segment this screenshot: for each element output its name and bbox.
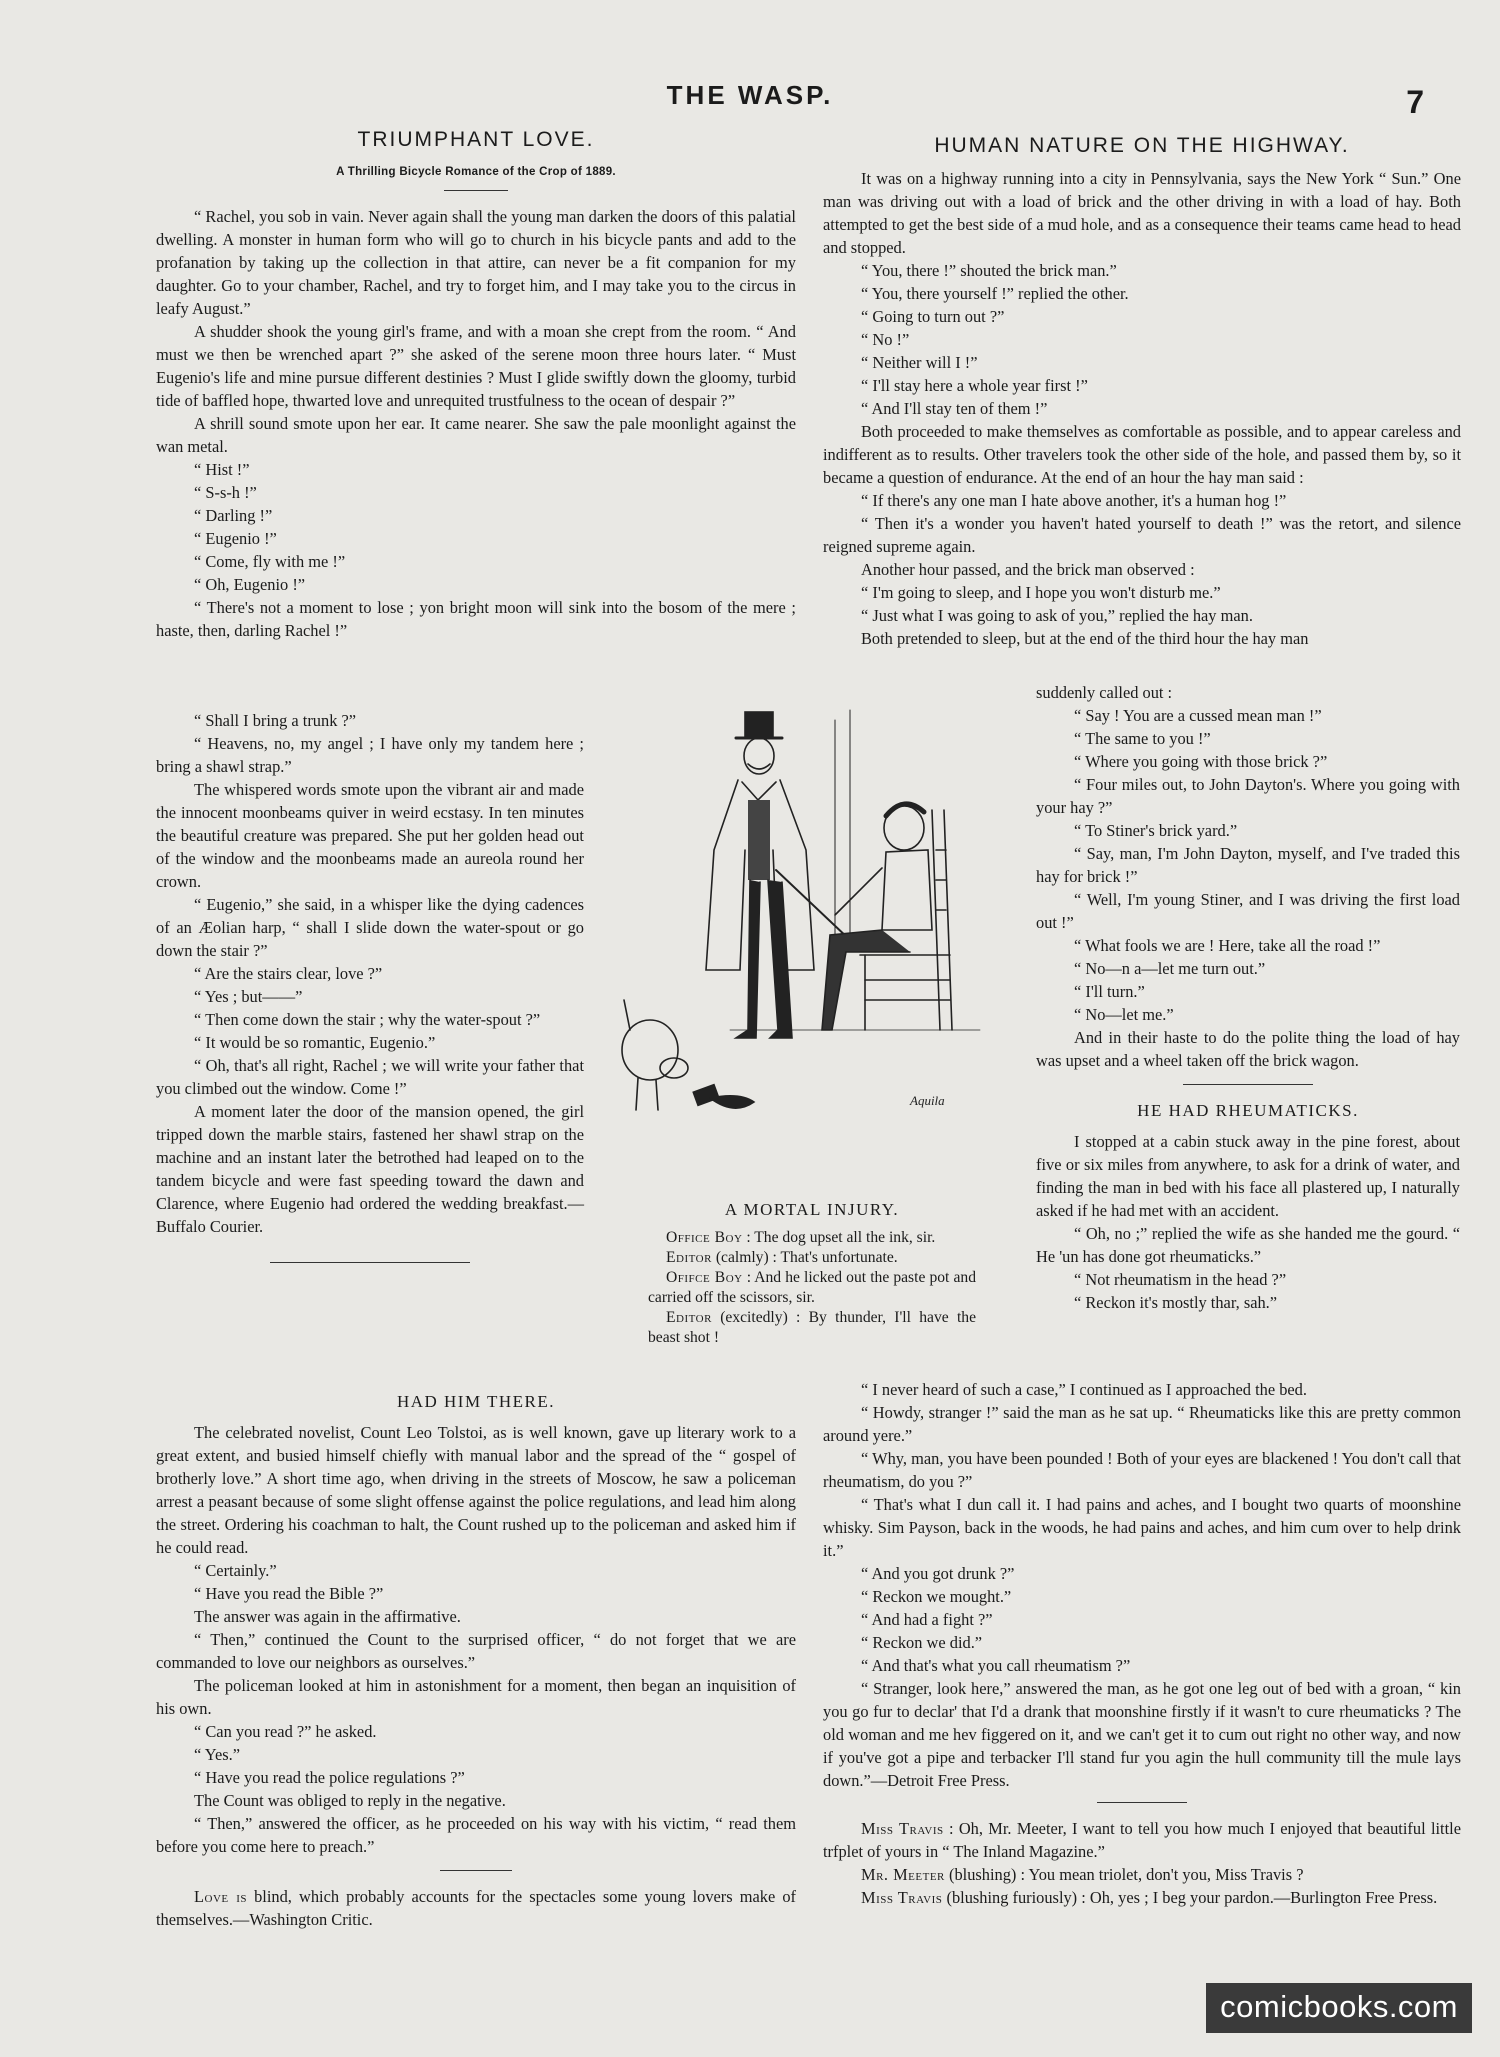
line-text: : The dog upset all the ink, sir.	[746, 1229, 936, 1246]
dialogue-line	[823, 1817, 1461, 1863]
line-text: (excitedly) : By thunder, I'll have the beast shot !	[648, 1309, 976, 1346]
paragraph: “ Eugenio,” she said, in a whisper like the dying cadences of an Æolian harp, “ shall I slide down the water-spout or go down the stair ?”	[156, 895, 584, 960]
paragraph: “ Then come down the stair ; why the water-spout ?”	[194, 1010, 541, 1029]
dialogue-line: “ Say ! You are a cussed mean man !”	[1074, 706, 1322, 725]
dialogue-line	[648, 1308, 976, 1348]
dialogue-line: “ Eugenio !”	[194, 529, 277, 548]
mortal-injury-caption	[648, 1194, 976, 1348]
dialogue-line: “ Reckon we mought.”	[861, 1587, 1012, 1606]
dialogue-line: The answer was again in the affirmative.	[194, 1607, 461, 1626]
dialogue-line: “ Yes.”	[194, 1745, 240, 1764]
dialogue-line: “ Have you read the Bible ?”	[194, 1584, 384, 1603]
dialogue-line: “ Certainly.”	[194, 1561, 277, 1580]
line-text: (calmly) : That's unfortunate.	[715, 1249, 898, 1266]
speaker: Office Boy	[666, 1229, 743, 1246]
paragraph: “ Rachel, you sob in vain. Never again shall the young man darken the doors of this palatial dwelling. A monster in human form who will go to church in his bicycle pants and add to the profanation by taking up the collection in that attire, can never be a fit companion for my daughter. Go to your chamber, Rachel, and try to forget him, and I may take you to the circus in leafy August.”	[156, 207, 796, 318]
divider	[440, 1870, 512, 1871]
highway-title: HUMAN NATURE ON THE HIGHWAY.	[934, 134, 1350, 157]
paragraph: A moment later the door of the mansion opened, the girl tripped down the marble stairs, fastened her shawl strap on the machine and an instant later the betrothed had leaped on to the tandem bicycle and were fast speeding toward the dawn and Clarence, where Eugenio had ordered the wedding breakfast.—Buffalo Courier.	[156, 1102, 584, 1236]
paragraph: “ That's what I dun call it. I had pains and aches, and I bought two quarts of moonshine whisky. Sim Payson, back in the woods, he had pains and aches, and him cum over to help drink it.”	[823, 1495, 1461, 1560]
triumphant-love-continued	[156, 709, 584, 1277]
dialogue-line: “ Well, I'm young Stiner, and I was driving the first load out !”	[1036, 890, 1460, 932]
dialogue-line: “ Are the stairs clear, love ?”	[194, 964, 383, 983]
rheumaticks-continued	[823, 1378, 1461, 1909]
dialogue-line	[823, 1863, 1461, 1886]
dialogue-line: “ S-s-h !”	[194, 483, 257, 502]
paragraph: Both pretended to sleep, but at the end of the third hour the hay man	[861, 629, 1309, 648]
dialogue-line	[648, 1228, 976, 1248]
line-text: (blushing) : You mean triolet, don't you, Miss Travis ?	[949, 1865, 1304, 1884]
highway-article	[823, 134, 1461, 650]
paragraph: It was on a highway running into a city in Pennsylvania, says the New York “ Sun.” One man was driving out with a load of brick and the other driving in with a load of hay. Both attempted to get the best side of a mud hole, and as a consequence their teams came head to head and stopped.	[823, 169, 1461, 257]
paragraph: “ Howdy, stranger !” said the man as he sat up. “ Rheumaticks like this are pretty common around yere.”	[823, 1403, 1461, 1445]
dialogue-line	[648, 1248, 976, 1268]
paragraph: “ Then,” continued the Count to the surprised officer, “ do not forget that we are commanded to love our neighbors as ourselves.”	[156, 1630, 796, 1672]
dialogue-line: “ Oh, Eugenio !”	[194, 575, 306, 594]
paragraph: “ Stranger, look here,” answered the man, as he got one leg out of bed with a groan, “ kin you go fur to declar' that I'd a drank that moonshine firstly if it wasn't to cure rheumaticks ? The old woman and me hev figgered on it, and we can't get it to cum out right no other way, and now if you've got a pipe and terbacker I'll stand fur you agin the hull community till the mule lays down.”—Detroit Free Press.	[823, 1679, 1461, 1790]
divider	[1183, 1084, 1313, 1085]
dialogue-line: “ Hist !”	[194, 460, 250, 479]
dialogue-line: “ And had a fight ?”	[861, 1610, 993, 1629]
speaker: Editor	[666, 1309, 712, 1326]
rheumaticks-title: HE HAD RHEUMATICKS.	[1137, 1101, 1359, 1120]
paragraph: “ Why, man, you have been pounded ! Both of your eyes are blackened ! You don't call that rheumatism, do you ?”	[823, 1449, 1461, 1491]
speaker: Ofifce Boy	[666, 1269, 743, 1286]
dialogue-line: “ Reckon it's mostly thar, sah.”	[1074, 1293, 1278, 1312]
highway-continued	[1036, 681, 1460, 1314]
illustration-editor-and-dog	[610, 700, 1000, 1180]
paragraph: Another hour passed, and the brick man observed :	[861, 560, 1195, 579]
paragraph: The celebrated novelist, Count Leo Tolstoi, as is well known, gave up literary work to a great extent, and busied himself chiefly with manual labor and the spread of the “ gospel of brotherly love.” A short time ago, when driving in the streets of Moscow, he saw a policeman arrest a peasant because of some slight offense against the police regulations, and lead him along the street. Ordering his coachman to halt, the Count rushed up to the policeman and asked him if he could read.	[156, 1423, 796, 1557]
line-text: (blushing furiously) : Oh, yes ; I beg your pardon.—Burlington Free Press.	[946, 1888, 1438, 1907]
line-text: : And he licked out the paste pot and carried off the scissors, sir.	[648, 1269, 976, 1306]
paragraph: And in their haste to do the polite thing the load of hay was upset and a wheel taken off the brick wagon.	[1036, 1028, 1460, 1070]
paragraph: “ Then,” answered the officer, as he proceeded on his way with his victim, “ read them before you come here to preach.”	[156, 1814, 796, 1856]
dialogue-line: “ Just what I was going to ask of you,” replied the hay man.	[861, 606, 1253, 625]
dialogue-line: “ Going to turn out ?”	[861, 307, 1005, 326]
speaker: Editor	[666, 1249, 712, 1266]
dialogue-line: “ No—n a—let me turn out.”	[1074, 959, 1266, 978]
dialogue-line: “ What fools we are ! Here, take all the road !”	[1074, 936, 1381, 955]
dialogue-line: “ You, there !” shouted the brick man.”	[861, 261, 1117, 280]
dialogue-line: “ Can you read ?” he asked.	[194, 1722, 377, 1741]
dialogue-line: “ And I'll stay ten of them !”	[861, 399, 1048, 418]
dialogue-line	[823, 1886, 1461, 1909]
paragraph: A shrill sound smote upon her ear. It came nearer. She saw the pale moonlight against the wan metal.	[156, 414, 796, 456]
lead-words: Love is	[194, 1887, 247, 1906]
paragraph: “ If there's any one man I hate above another, it's a human hog !”	[861, 491, 1287, 510]
speaker: Miss Travis	[861, 1888, 943, 1907]
paragraph: “ Oh, that's all right, Rachel ; we will write your father that you climbed out the window. Come !”	[156, 1056, 584, 1098]
dialogue-line: “ Have you read the police regulations ?”	[194, 1768, 465, 1787]
had-him-there-article	[156, 1384, 796, 1931]
dialogue-line: “ Reckon we did.”	[861, 1633, 983, 1652]
paragraph: I stopped at a cabin stuck away in the pine forest, about five or six miles from anywhere, to ask for a drink of water, and finding the man in bed with his face all plastered up, I naturally asked if he had met with an accident.	[1036, 1132, 1460, 1220]
mortal-injury-title: A MORTAL INJURY.	[724, 1200, 900, 1219]
dialogue-line: “ You, there yourself !” replied the other.	[861, 284, 1129, 303]
dialogue-line: “ I never heard of such a case,” I continued as I approached the bed.	[861, 1380, 1307, 1399]
love-is-blind-item	[156, 1885, 796, 1931]
paragraph: Both proceeded to make themselves as comfortable as possible, and to appear careless and indifferent as to results. Other travelers took the other side of the hole, and passed them by, so it became a question of endurance. At the end of an hour the hay man said :	[823, 422, 1461, 487]
paragraph: A shudder shook the young girl's frame, and with a moan she crept from the room. “ And must we then be wrenched apart ?” she asked of the serene moon three hours later. “ Must Eugenio's life and mine pursue different destinies ? Must I glide swiftly down the gloomy, turbid tide of baffled hope, thwarted love and unrequited trustfulness to the ocean of despair ?”	[156, 322, 796, 410]
dialogue-line: “ I'll stay here a whole year first !”	[861, 376, 1088, 395]
paragraph: “ Then it's a wonder you haven't hated yourself to death !” was the retort, and silence reigned supreme again.	[823, 514, 1461, 556]
speaker: Mr. Meeter	[861, 1865, 945, 1884]
dialogue-line: “ I'll turn.”	[1074, 982, 1145, 1001]
paragraph: “ Oh, no ;” replied the wife as she handed me the gourd. “ He 'un has done got rheumaticks.”	[1036, 1224, 1460, 1266]
page-number: 7	[1406, 84, 1424, 120]
paragraph: suddenly called out :	[1036, 683, 1173, 702]
dialogue-line: “ The same to you !”	[1074, 729, 1211, 748]
dialogue-line: “ To Stiner's brick yard.”	[1074, 821, 1238, 840]
dialogue-line: “ Four miles out, to John Dayton's. Where you going with your hay ?”	[1036, 775, 1460, 817]
dialogue-line: “ No—let me.”	[1074, 1005, 1174, 1024]
triumphant-love-subtitle: A Thrilling Bicycle Romance of the Crop of 1889.	[336, 166, 616, 178]
artist-signature: Aquila	[910, 1093, 945, 1108]
dialogue-line: “ Say, man, I'm John Dayton, myself, and I've traded this hay for brick !”	[1036, 844, 1460, 886]
divider	[1097, 1802, 1187, 1803]
paragraph: The policeman looked at him in astonishment for a moment, then began an inquisition of his own.	[156, 1676, 796, 1718]
site-watermark: comicbooks.com	[1206, 1983, 1472, 2033]
dialogue-line	[648, 1268, 976, 1308]
speaker: Miss Travis	[861, 1819, 944, 1838]
dialogue-line: “ Where you going with those brick ?”	[1074, 752, 1328, 771]
dialogue-line: “ Yes ; but——”	[194, 987, 303, 1006]
line-text: : Oh, Mr. Meeter, I want to tell you how much I enjoyed that beautiful little trfplet of yours in “ The Inland Magazine.”	[823, 1819, 1461, 1861]
dialogue-line: “ Shall I bring a trunk ?”	[194, 711, 357, 730]
dialogue-line: “ It would be so romantic, Eugenio.”	[194, 1033, 436, 1052]
triumphant-love-article	[156, 128, 796, 642]
divider	[270, 1262, 470, 1263]
paragraph: “ There's not a moment to lose ; yon bright moon will sink into the bosom of the mere ; haste, then, darling Rachel !”	[156, 598, 796, 640]
dialogue-line: “ No !”	[861, 330, 910, 349]
triumphant-love-title: TRIUMPHANT LOVE.	[357, 128, 595, 151]
dialogue-line: “ Neither will I !”	[861, 353, 978, 372]
paragraph: “ Heavens, no, my angel ; I have only my tandem here ; bring a shawl strap.”	[156, 734, 584, 776]
dialogue-line: “ Not rheumatism in the head ?”	[1074, 1270, 1287, 1289]
dialogue-line: “ And that's what you call rheumatism ?”	[861, 1656, 1131, 1675]
masthead: THE WASP.	[666, 80, 834, 110]
divider	[444, 190, 508, 191]
had-him-there-title: HAD HIM THERE.	[396, 1392, 556, 1411]
item-text: blind, which probably accounts for the spectacles some young lovers make of themselves.—Washington Critic.	[156, 1887, 796, 1929]
dialogue-line: “ I'm going to sleep, and I hope you won't disturb me.”	[861, 583, 1221, 602]
paragraph: The whispered words smote upon the vibrant air and made the innocent moonbeams quiver in weird ecstasy. In ten minutes the beautiful creature was prepared. She put her golden head out of the window and the moonbeams made an aureola round her crown.	[156, 780, 584, 891]
dialogue-line: “ Come, fly with me !”	[194, 552, 346, 571]
dialogue-line: “ And you got drunk ?”	[861, 1564, 1015, 1583]
dialogue-line: The Count was obliged to reply in the negative.	[194, 1791, 506, 1810]
dialogue-line: “ Darling !”	[194, 506, 273, 525]
